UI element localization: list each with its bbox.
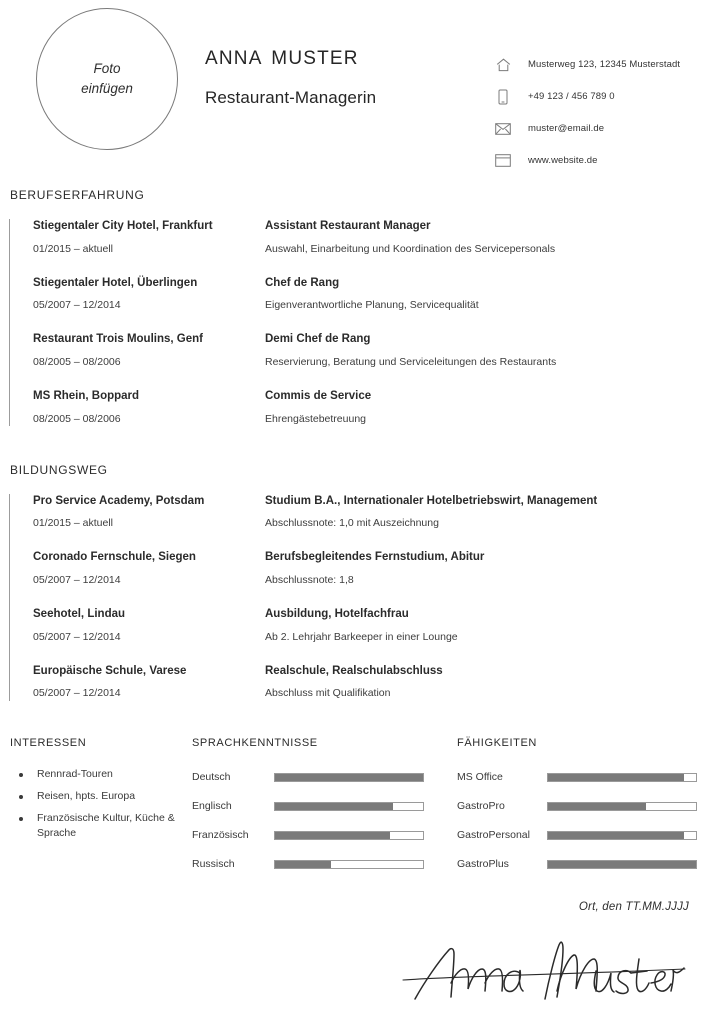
applicant-name: anna muster: [205, 40, 359, 70]
experience-entry: [33, 276, 701, 313]
education-entry: [33, 494, 701, 531]
education-entry-list: [9, 494, 701, 701]
education-degree: Berufsbegleitendes Fernstudium, Abitur: [265, 551, 485, 564]
language-label: Französisch: [192, 829, 249, 842]
signature-image: [399, 935, 689, 1003]
name-block: [205, 40, 376, 108]
experience-period: 08/2005 – 08/2006: [33, 355, 121, 368]
education-entry-left: [33, 664, 265, 701]
experience-employer: Restaurant Trois Moulins, Genf: [33, 333, 203, 346]
skill-level-bar: [547, 802, 697, 811]
experience-period: 08/2005 – 08/2006: [33, 412, 121, 425]
education-period: 05/2007 – 12/2014: [33, 573, 121, 586]
experience-entry-left: [33, 276, 265, 313]
skill-level-fill: [548, 774, 684, 781]
experience-role: Commis de Service: [265, 390, 372, 403]
experience-entry-left: [33, 219, 265, 256]
education-entry-right: [265, 550, 701, 587]
experience-employer: Stiegentaler Hotel, Überlingen: [33, 276, 198, 289]
skill-label: GastroPro: [457, 800, 505, 813]
skill-level-bar: [547, 773, 697, 782]
section-education: [0, 459, 701, 701]
education-institution: Pro Service Academy, Potsdam: [33, 494, 205, 507]
language-level-fill: [275, 774, 423, 781]
experience-description: Reservierung, Beratung und Serviceleitungen des Restaurants: [265, 355, 557, 368]
skill-row: [457, 854, 701, 876]
language-level-fill: [275, 803, 393, 810]
skill-level-fill: [548, 861, 696, 868]
education-entry: [33, 664, 701, 701]
education-entry-left: [33, 494, 265, 531]
mobile-icon: [492, 89, 514, 105]
column-skills: [450, 733, 701, 883]
list-item: Rennrad-Touren: [10, 767, 192, 782]
list-item: Französische Kultur, Küche & Sprache: [10, 811, 192, 841]
photo-placeholder-line2: einfügen: [81, 81, 133, 96]
place-date: Ort, den TT.MM.JJJJ: [578, 901, 689, 913]
education-entry-left: [33, 550, 265, 587]
skill-level-bar: [547, 860, 697, 869]
envelope-icon: [492, 121, 514, 137]
language-level-bar: [274, 773, 424, 782]
skill-level-bar: [547, 831, 697, 840]
bottom-columns: [0, 733, 701, 883]
website-icon: [492, 153, 514, 169]
education-entry: [33, 550, 701, 587]
education-entry-left: [33, 607, 265, 644]
contact-email-row: [492, 116, 680, 141]
education-degree: Realschule, Realschulabschluss: [265, 664, 443, 677]
section-title-interests: interessen: [10, 732, 87, 750]
experience-entry-right: [265, 389, 701, 426]
language-label: Russisch: [192, 858, 235, 871]
contact-phone-text: +49 123 / 456 789 0: [528, 91, 615, 102]
contact-address-text: Musterweg 123, 12345 Musterstadt: [528, 59, 681, 70]
experience-entry-left: [33, 389, 265, 426]
skill-label: GastroPlus: [457, 858, 509, 871]
section-title-experience: berufserfahrung: [10, 184, 145, 203]
signature-wrap[interactable]: [389, 935, 689, 1003]
column-interests: [0, 733, 192, 883]
language-level-bar: [274, 860, 424, 869]
language-label: Englisch: [192, 800, 232, 813]
education-description: Abschlussnote: 1,8: [265, 573, 354, 586]
experience-period: 05/2007 – 12/2014: [33, 299, 121, 312]
experience-entry: [33, 389, 701, 426]
education-entry: [33, 607, 701, 644]
education-entry-right: [265, 607, 701, 644]
section-title-education: bildungsweg: [10, 458, 108, 478]
experience-description: Auswahl, Einarbeitung und Koordination des Servicepersonals: [265, 242, 556, 255]
education-description: Ab 2. Lehrjahr Barkeeper in einer Lounge: [265, 630, 458, 643]
experience-description: Eigenverantwortliche Planung, Servicequalität: [265, 299, 479, 312]
education-period: 05/2007 – 12/2014: [33, 687, 121, 700]
list-item: Reisen, hpts. Europa: [10, 789, 192, 804]
experience-employer: Stiegentaler City Hotel, Frankfurt: [33, 220, 213, 232]
home-icon: [492, 57, 514, 73]
language-level-fill: [275, 832, 390, 839]
experience-employer: MS Rhein, Boppard: [33, 390, 140, 403]
education-entry-right: [265, 664, 701, 701]
skill-level-fill: [548, 803, 646, 810]
section-title-skills: fähigkeiten: [457, 732, 537, 750]
education-institution: Seehotel, Lindau: [33, 608, 126, 621]
contact-address-row: [492, 52, 680, 77]
photo-placeholder[interactable]: [36, 8, 178, 150]
experience-entry-right: [265, 276, 701, 313]
contact-website-text: www.website.de: [528, 155, 598, 166]
language-label: Deutsch: [192, 771, 231, 784]
section-title-languages: sprachkenntnisse: [192, 732, 318, 750]
experience-entry-left: [33, 332, 265, 369]
skill-row: [457, 796, 701, 818]
language-row: [192, 825, 450, 847]
experience-period: 01/2015 – aktuell: [33, 242, 113, 255]
education-degree: Studium B.A., Internationaler Hotelbetriebswirt, Management: [265, 494, 598, 507]
column-languages: [192, 733, 450, 883]
contact-email-text: muster@email.de: [528, 123, 605, 134]
education-institution: Coronado Fernschule, Siegen: [33, 551, 196, 564]
language-level-bar: [274, 802, 424, 811]
education-institution: Europäische Schule, Varese: [33, 664, 187, 677]
skill-row: [457, 825, 701, 847]
resume-header: [0, 0, 701, 178]
language-row: [192, 767, 450, 789]
interest-list: [10, 767, 192, 842]
skill-label: MS Office: [457, 771, 503, 784]
language-row: [192, 854, 450, 876]
contact-block: [492, 52, 680, 180]
education-description: Abschlussnote: 1,0 mit Auszeichnung: [265, 517, 439, 530]
contact-phone-row: [492, 84, 680, 109]
experience-role: Assistant Restaurant Manager: [265, 220, 431, 232]
experience-entry-list: [9, 219, 701, 426]
signature-area: [389, 901, 689, 1003]
education-entry-right: [265, 494, 701, 531]
experience-entry: [33, 332, 701, 369]
experience-entry-right: [265, 332, 701, 369]
experience-description: Ehrengästebetreuung: [265, 412, 366, 425]
skill-label: GastroPersonal: [457, 829, 530, 842]
applicant-job-title: Restaurant-Managerin: [205, 88, 377, 107]
photo-placeholder-line1: Foto: [93, 61, 121, 77]
language-level-bar: [274, 831, 424, 840]
experience-entry: [33, 219, 701, 256]
skill-level-fill: [548, 832, 684, 839]
contact-website-row: [492, 148, 680, 173]
language-row: [192, 796, 450, 818]
language-level-fill: [275, 861, 331, 868]
education-description: Abschluss mit Qualifikation: [265, 687, 391, 700]
experience-role: Demi Chef de Rang: [265, 333, 371, 346]
skill-row: [457, 767, 701, 789]
education-period: 01/2015 – aktuell: [33, 517, 113, 530]
experience-entry-right: [265, 219, 701, 256]
education-degree: Ausbildung, Hotelfachfrau: [265, 608, 409, 621]
experience-role: Chef de Rang: [265, 276, 340, 289]
education-period: 05/2007 – 12/2014: [33, 630, 121, 643]
section-experience: [0, 184, 701, 426]
